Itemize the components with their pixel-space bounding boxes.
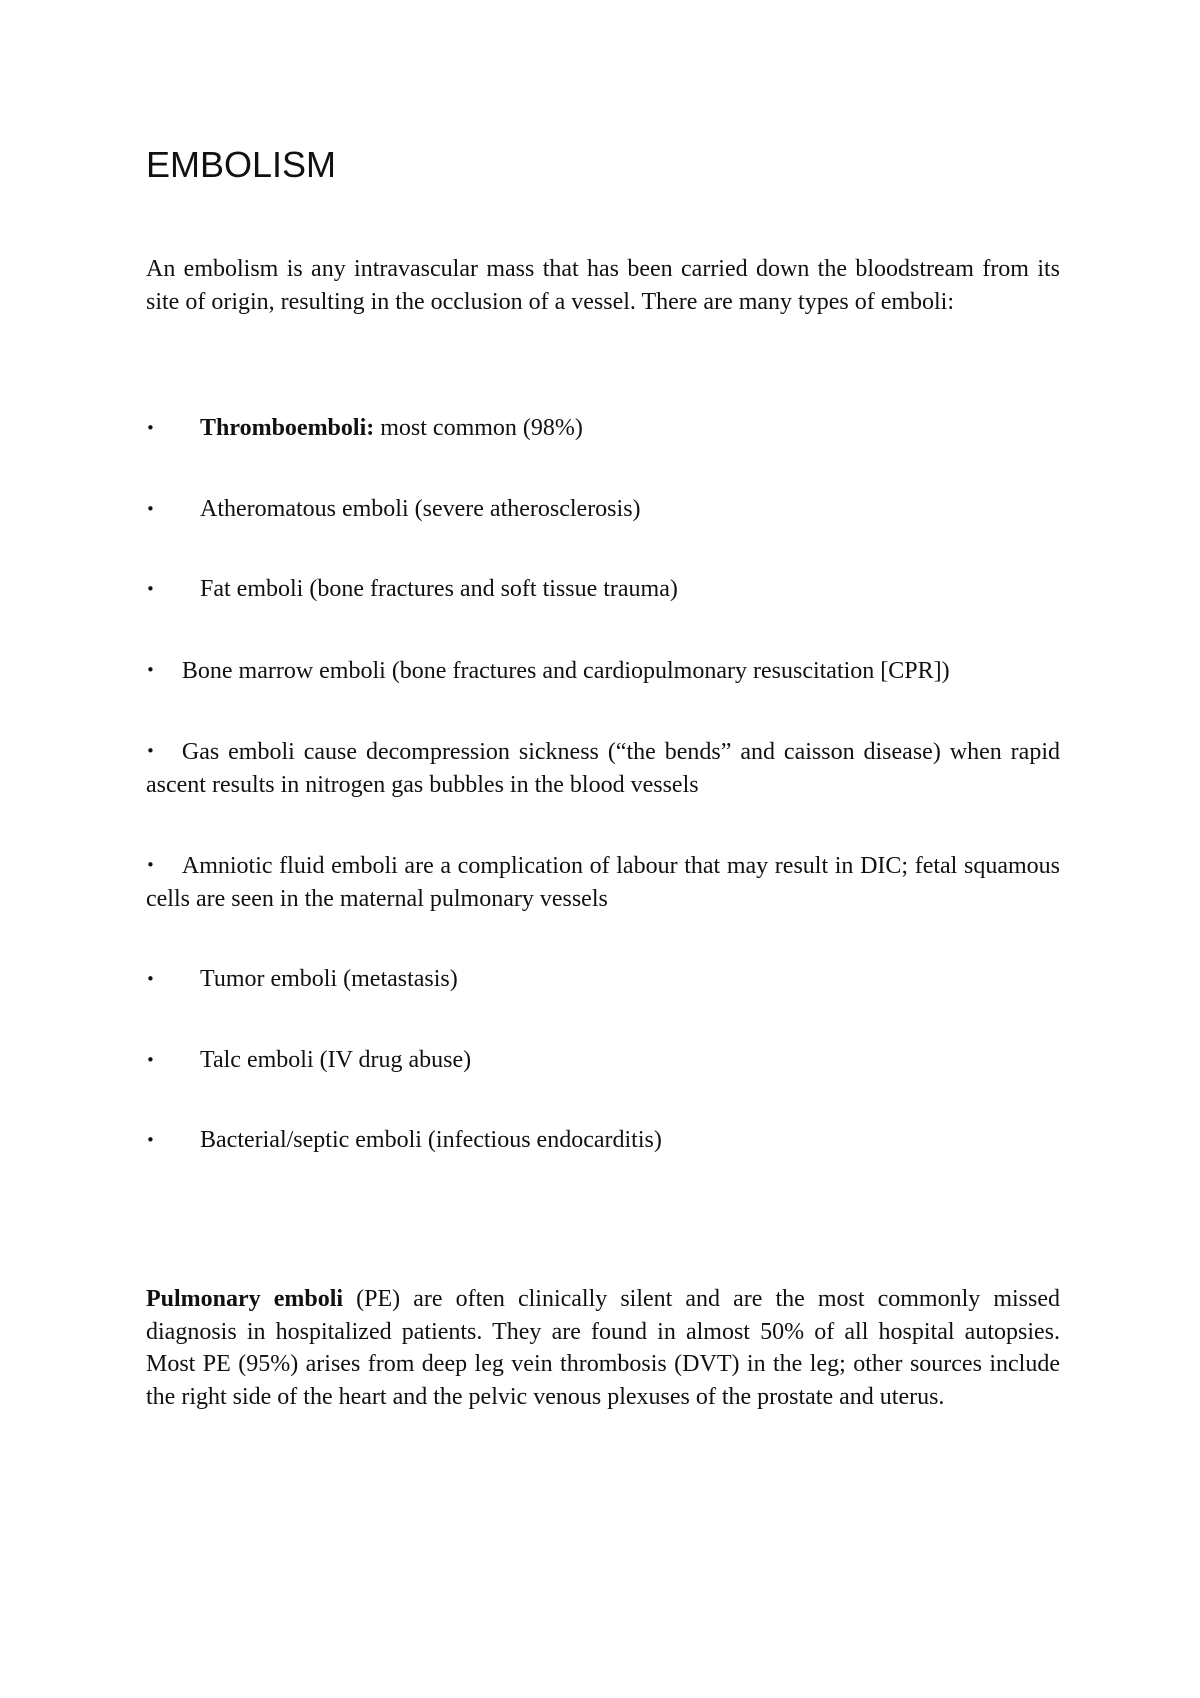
list-item-text: Atheromatous emboli (severe atherosclerosis) — [200, 495, 641, 522]
bullet-icon: • — [146, 856, 155, 874]
emboli-types-list — [146, 412, 1060, 1205]
page-content — [146, 140, 1061, 1410]
list-item — [146, 573, 1060, 606]
pe-bold-term: Pulmonary emboli — [146, 1286, 344, 1312]
page-title: EMBOLISM — [146, 144, 337, 185]
list-item-bold: Thromboemboli: — [200, 415, 375, 441]
pulmonary-emboli-paragraph — [146, 1283, 1060, 1413]
list-item — [146, 963, 1060, 996]
list-item — [146, 1044, 1060, 1077]
list-item-text: Tumor emboli (metastasis) — [200, 966, 458, 992]
bullet-icon: • — [146, 499, 155, 518]
list-item-text: most common (98%) — [374, 415, 583, 441]
bullet-icon: • — [146, 419, 155, 437]
pe-paragraph-text: (PE) are often clinically silent and are the most commonly missed diagnosis in hospitalized patients. They are found in almost 50% of all hospital autopsies. Most PE (95%) arises from deep leg vein thrombosis (DVT) in the leg; other sources include the right side of the heart and the pelvic venous plexuses of the prostate and uterus. — [146, 1286, 1061, 1410]
list-item-text: Bone marrow emboli (bone fractures and cardiopulmonary resuscitation [CPR]) — [181, 657, 950, 684]
bullet-icon: • — [146, 1050, 155, 1069]
list-item-text: Gas emboli cause decompression sickness (“the bends” and caisson disease) when rapid ascent results in nitrogen gas bubbles in the blood vessels — [146, 739, 1060, 798]
intro-paragraph: An embolism is any intravascular mass that has been carried down the bloodstream from its site of origin, resulting in the occlusion of a vessel. There are many types of emboli: — [146, 256, 1060, 315]
list-item-text: Fat emboli (bone fractures and soft tissue trauma) — [200, 576, 678, 602]
bullet-icon: • — [146, 1131, 155, 1149]
bullet-icon: • — [146, 580, 155, 598]
list-item — [146, 735, 1060, 801]
list-item — [146, 412, 1060, 445]
bullet-icon: • — [146, 970, 155, 988]
list-item-text: Amniotic fluid emboli are a complication of labour that may result in DIC; fetal squamous cells are seen in the maternal pulmonary vessels — [146, 853, 1060, 912]
list-item — [146, 849, 1060, 915]
list-item — [146, 654, 1060, 688]
bullet-icon: • — [146, 660, 155, 679]
list-item-text: Bacterial/septic emboli (infectious endocarditis) — [200, 1127, 662, 1153]
list-item — [146, 1124, 1060, 1157]
bullet-icon: • — [146, 742, 155, 760]
list-item-text: Talc emboli (IV drug abuse) — [200, 1046, 472, 1073]
list-item — [146, 493, 1060, 526]
